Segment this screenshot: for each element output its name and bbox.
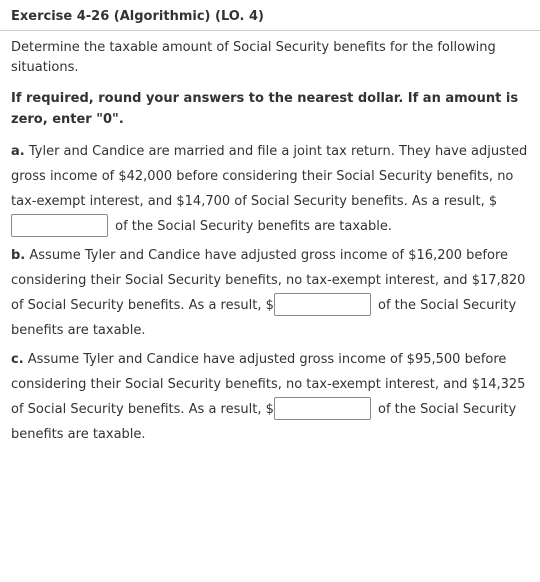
exercise-title: Exercise 4-26 (Algorithmic) (LO. 4) [0,0,540,31]
question-c-text: Assume Tyler and Candice have adjusted gross income of $95,500 before considering their Social Security benefits, no tax-exempt interest, and $14,325 of Social Security benefits. As a result, $ [11,352,526,417]
question-b-text-after: of the Social Security benefits are taxable. [11,298,517,338]
question-c [11,347,536,447]
question-a-text-after: of the Social Security benefits are taxable. [111,219,393,234]
question-c-answer-input[interactable] [274,397,371,420]
rounding-instructions: If required, round your answers to the nearest dollar. If an amount is zero, enter "0". [11,91,519,127]
question-c-label: c. [11,352,24,367]
question-a-answer-input[interactable] [11,214,108,237]
question-b-label: b. [11,248,26,263]
intro-text: Determine the taxable amount of Social Security benefits for the following situations. [11,40,496,75]
question-a-label: a. [11,144,25,159]
question-a-text: Tyler and Candice are married and file a joint tax return. They have adjusted gross income of $42,000 before considering their Social Security benefits, no tax-exempt interest, and $14,700 of Social Security benefits. As a result, $ [11,144,528,209]
question-c-text-after: of the Social Security benefits are taxable. [11,402,517,442]
question-b [11,243,536,343]
exercise-content [11,38,536,447]
question-b-text: Assume Tyler and Candice have adjusted gross income of $16,200 before considering their Social Security benefits, no tax-exempt interest, and $17,820 of Social Security benefits. As a result, $ [11,248,526,313]
question-b-answer-input[interactable] [274,293,371,316]
question-a [11,139,536,239]
